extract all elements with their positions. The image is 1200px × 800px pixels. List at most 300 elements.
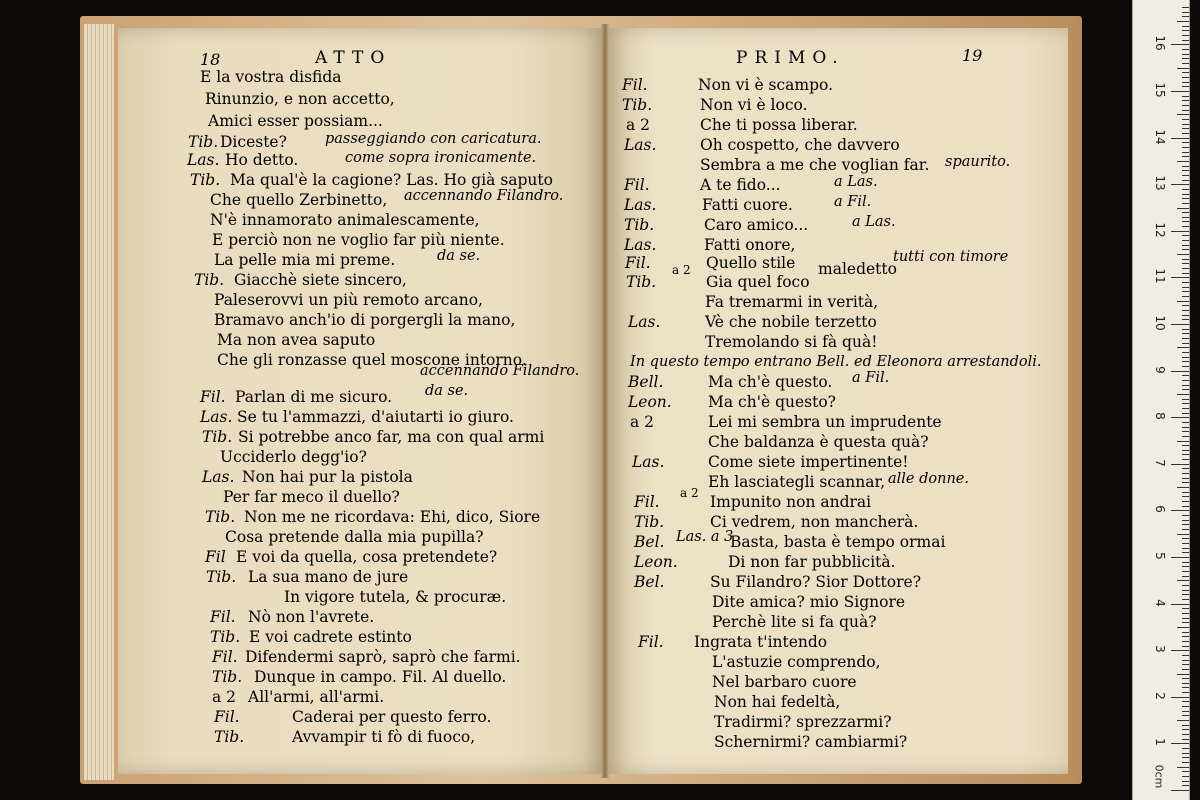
ruler-tick (1182, 496, 1189, 497)
ruler-number: 11 (1153, 268, 1167, 285)
ruler-tick (1182, 450, 1189, 451)
ruler-tick (1182, 660, 1189, 661)
ruler-tick (1182, 16, 1189, 17)
ruler-tick (1182, 110, 1189, 111)
ruler-tick (1171, 44, 1189, 45)
verse-line: Per far meco il duello? (223, 488, 400, 506)
ruler-tick (1182, 436, 1189, 437)
verse-line: Che ti possa liberar. (700, 116, 858, 134)
ruler-tick (1182, 482, 1189, 483)
ruler-number: 13 (1153, 175, 1167, 191)
speaker-label: Las. (624, 136, 657, 154)
speaker-label: Tib. (626, 273, 657, 291)
ruler-tick (1182, 338, 1189, 339)
speaker-label: Tib. (624, 216, 655, 234)
ruler-tick (1182, 399, 1189, 400)
ruler-number: 5 (1153, 552, 1167, 560)
ruler-tick (1182, 739, 1189, 740)
ruler-tick (1182, 729, 1189, 730)
verse-line: Oh cospetto, che davvero (700, 136, 900, 154)
verse-line: Nel barbaro cuore (712, 673, 857, 691)
verse-line: E voi cadrete estinto (249, 628, 412, 646)
stage-direction: accennando Filandro. (404, 188, 564, 204)
ruler-tick (1182, 445, 1189, 446)
verse-line: Quello stile (706, 254, 796, 272)
left-running-header: ATTO (315, 48, 392, 68)
ruler-tick (1182, 492, 1189, 493)
verse-line: E voi da quella, cosa pretendete? (236, 548, 498, 566)
speaker-label: Tib. (205, 508, 236, 526)
ruler-tick (1182, 590, 1189, 591)
verse-line: Fatti onore, (704, 236, 796, 254)
speaker-label: Las. (187, 151, 220, 169)
speaker-label: Fil. (200, 388, 226, 406)
ruler-unit-label: 0cm (1152, 764, 1166, 789)
ruler-tick (1177, 720, 1189, 721)
ruler-tick (1182, 608, 1189, 609)
ruler-tick (1182, 408, 1189, 409)
ruler-tick (1182, 189, 1189, 190)
ruler-tick (1182, 194, 1189, 195)
ruler-tick (1182, 403, 1189, 404)
speaker-label: Fil. (634, 493, 660, 511)
stage-direction: a Fil. (852, 370, 890, 386)
ruler-tick (1182, 711, 1189, 712)
ruler-tick (1182, 524, 1189, 525)
ruler-tick (1182, 655, 1189, 656)
ruler-tick (1177, 627, 1189, 628)
ruler-tick (1182, 664, 1189, 665)
verse-line: Ucciderlo degg'io? (220, 448, 367, 466)
ruler-tick (1177, 674, 1189, 675)
ruler-tick (1182, 259, 1189, 260)
ruler-number: 8 (1153, 412, 1167, 420)
verse-line: Che quello Zerbinetto, (210, 191, 388, 209)
verse-line: Eh lasciategli scannar, (708, 473, 886, 491)
stage-direction: accennando Filandro. (420, 363, 580, 379)
verse-line: La pelle mia mi preme. (214, 251, 396, 269)
speaker-label: Fil. (638, 633, 664, 651)
ruler-number: 14 (1153, 128, 1167, 145)
verse-line: Tremolando si fà quà! (705, 333, 878, 351)
verse-line: Nò non l'avrete. (248, 608, 375, 626)
verse-line: Giacchè siete sincero, (234, 271, 407, 289)
ruler-number: 12 (1153, 222, 1167, 238)
ruler-tick (1182, 361, 1189, 362)
ruler-tick (1182, 287, 1189, 288)
ruler-tick (1182, 529, 1189, 530)
speaker-label: Tib. (210, 628, 241, 646)
speaker-label: Fil. (212, 648, 238, 666)
ruler-tick (1182, 273, 1189, 274)
ruler-tick (1171, 417, 1189, 418)
verse-line: Sembra a me che voglian far. (700, 156, 930, 174)
ruler-tick (1182, 692, 1189, 693)
speaker-label: Fil. (210, 608, 236, 626)
ruler-tick (1182, 785, 1189, 786)
ruler-tick (1182, 156, 1189, 157)
ruler-tick (1182, 632, 1189, 633)
speaker-label: Tib. (188, 133, 219, 151)
verse-line: Non vi è loco. (700, 96, 808, 114)
ruler-tick (1177, 301, 1189, 302)
speaker-label: Fil (205, 548, 226, 566)
ruler-tick (1182, 543, 1189, 544)
verse-line: maledetto (818, 260, 897, 278)
stage-direction: a Fil. (834, 194, 872, 210)
ruler-tick (1182, 7, 1189, 8)
ruler-tick (1182, 221, 1189, 222)
ruler-tick (1182, 128, 1189, 129)
ruler-tick (1182, 468, 1189, 469)
verse-line: Su Filandro? Sior Dottore? (710, 573, 922, 591)
ruler-tick (1182, 459, 1189, 460)
ruler-tick (1171, 510, 1189, 511)
speaker-label: a 2 (626, 116, 651, 134)
verse-line: Difendermi saprò, saprò che farmi. (245, 648, 521, 666)
ruler-tick (1182, 268, 1189, 269)
ruler-tick (1182, 49, 1189, 50)
verse-line: Impunito non andrai (710, 493, 872, 511)
ruler-tick (1182, 748, 1189, 749)
speaker-label: Las. (624, 236, 657, 254)
ruler-tick (1182, 771, 1189, 772)
verse-line: Ma ch'è questo? (708, 393, 836, 411)
speaker-label: Bel. (634, 573, 665, 591)
ruler-tick (1182, 296, 1189, 297)
ruler-tick (1182, 454, 1189, 455)
ruler-tick (1171, 604, 1189, 605)
speaker-label: a 2 (212, 688, 237, 706)
speaker-label: Las. (202, 468, 235, 486)
ruler-tick (1182, 77, 1189, 78)
ruler-tick (1182, 562, 1189, 563)
ruler-tick (1182, 431, 1189, 432)
ruler-tick (1182, 333, 1189, 334)
ruler-tick (1182, 478, 1189, 479)
verse-line: L'astuzie comprendo, (712, 653, 881, 671)
measuring-ruler (1132, 0, 1190, 800)
ruler-tick (1182, 380, 1189, 381)
ruler-tick (1182, 427, 1189, 428)
speaker-label: Las. (632, 453, 665, 471)
verse-line: In vigore tutela, & procuræ. (284, 588, 507, 606)
verse-line: Ma non avea saputo (217, 331, 376, 349)
stage-direction: Las. a 3 (676, 529, 734, 545)
ruler-tick (1182, 96, 1189, 97)
stage-direction: a Las. (834, 174, 878, 190)
verse-line: Dite amica? mio Signore (712, 593, 906, 611)
verse-line: Tradirmi? sprezzarmi? (714, 713, 892, 731)
ruler-tick (1182, 180, 1189, 181)
stage-direction: passeggiando con caricatura. (325, 131, 542, 147)
speaker-label: Fil. (625, 254, 651, 272)
ruler-tick (1182, 422, 1189, 423)
ruler-tick (1182, 166, 1189, 167)
verse-line: Ingrata t'intendo (694, 633, 828, 651)
ruler-tick (1182, 100, 1189, 101)
ruler-tick (1182, 506, 1189, 507)
ruler-tick (1182, 520, 1189, 521)
speaker-label: Las. (200, 408, 233, 426)
ruler-tick (1182, 175, 1189, 176)
ruler-tick (1182, 701, 1189, 702)
ruler-tick (1182, 212, 1189, 213)
ruler-tick (1182, 343, 1189, 344)
verse-line: Caderai per questo ferro. (292, 708, 492, 726)
verse-line: Bramavo anch'io di porgergli la mano, (214, 311, 516, 329)
ruler-tick (1171, 650, 1189, 651)
ruler-tick (1182, 622, 1189, 623)
ruler-tick (1171, 91, 1189, 92)
ruler-tick (1182, 82, 1189, 83)
speaker-label: Bel. (634, 533, 665, 551)
verse-line: Non hai fedeltà, (714, 693, 841, 711)
verse-line: Cosa pretende dalla mia pupilla? (225, 528, 484, 546)
ruler-tick (1171, 371, 1189, 372)
stage-direction: alle donne. (888, 471, 969, 487)
ruler-tick (1182, 63, 1189, 64)
verse-line: Non hai pur la pistola (242, 468, 413, 486)
right-page-number: 19 (962, 46, 983, 65)
ruler-tick (1182, 385, 1189, 386)
verse-line: Gia quel foco (706, 273, 810, 291)
ruler-tick (1182, 552, 1189, 553)
verse-line: Si potrebbe anco far, ma con qual armi (238, 428, 545, 446)
ruler-tick (1182, 226, 1189, 227)
verse-line: E perciò non ne voglio far più niente. (212, 231, 505, 249)
ruler-tick (1171, 697, 1189, 698)
ruler-tick (1182, 124, 1189, 125)
ruler-number: 4 (1153, 598, 1167, 607)
ruler-number: 1 (1153, 738, 1167, 747)
ruler-tick (1182, 105, 1189, 106)
verse-line: Avvampir ti fò di fuoco, (292, 728, 476, 746)
verse-line: Ma qual'è la cagione? Las. Ho già saputo (230, 171, 553, 189)
ruler-tick (1182, 501, 1189, 502)
verse-line: Ci vedrem, non mancherà. (710, 513, 919, 531)
ruler-tick (1182, 133, 1189, 134)
speaker-label: Tib. (212, 668, 243, 686)
ruler-tick (1182, 753, 1189, 754)
ruler-tick (1177, 534, 1189, 535)
ruler-tick (1182, 72, 1189, 73)
verse-line: Come siete impertinente! (708, 453, 909, 471)
ruler-tick (1182, 594, 1189, 595)
ruler-tick (1182, 315, 1189, 316)
ruler-tick (1182, 319, 1189, 320)
ruler-tick (1171, 184, 1189, 185)
ruler-tick (1182, 329, 1189, 330)
ruler-tick (1182, 515, 1189, 516)
ruler-tick (1182, 240, 1189, 241)
ruler-tick (1182, 54, 1189, 55)
ruler-number: 16 (1153, 35, 1167, 52)
ruler-tick (1177, 114, 1189, 115)
speaker-label: Fil. (622, 76, 648, 94)
ruler-tick (1182, 249, 1189, 250)
ruler-tick (1182, 263, 1189, 264)
page-edges (84, 24, 114, 780)
ruler-tick (1171, 743, 1189, 744)
verse-line: a 2 (672, 263, 691, 277)
ruler-tick (1182, 291, 1189, 292)
speaker-label: a 2 (630, 413, 655, 431)
ruler-tick (1182, 203, 1189, 204)
ruler-tick (1182, 706, 1189, 707)
verse-line: Diceste? (220, 133, 287, 151)
ruler-tick (1182, 35, 1189, 36)
verse-line: Lei mi sembra un imprudente (708, 413, 942, 431)
ruler-tick (1182, 40, 1189, 41)
speaker-label: Tib. (622, 96, 653, 114)
ruler-tick (1182, 687, 1189, 688)
ruler-tick (1182, 548, 1189, 549)
ruler-tick (1182, 413, 1189, 414)
verse-line: Caro amico... (704, 216, 809, 234)
ruler-tick (1182, 375, 1189, 376)
speaker-label: Tib. (202, 428, 233, 446)
ruler-tick (1182, 26, 1189, 27)
ruler-tick (1182, 305, 1189, 306)
speaker-label: Leon. (634, 553, 678, 571)
verse-line: Se tu l'ammazzi, d'aiutarti io giuro. (237, 408, 514, 426)
ruler-tick (1171, 790, 1189, 791)
ruler-tick (1182, 566, 1189, 567)
ruler-tick (1182, 613, 1189, 614)
ruler-tick (1177, 580, 1189, 581)
stage-direction: da se. (437, 248, 481, 264)
ruler-tick (1182, 152, 1189, 153)
ruler-number: 2 (1153, 691, 1167, 700)
verse-line: Rinunzio, e non accetto, (205, 90, 395, 108)
right-running-header: PRIMO. (736, 48, 845, 68)
ruler-tick (1182, 389, 1189, 390)
ruler-tick (1182, 725, 1189, 726)
verse-line: Ho detto. (225, 151, 299, 169)
ruler-tick (1177, 487, 1189, 488)
verse-line: La sua mano de jure (248, 568, 409, 586)
ruler-tick (1182, 781, 1189, 782)
ruler-number: 7 (1153, 458, 1167, 467)
verse-line: Fa tremarmi in verità, (705, 293, 879, 311)
verse-line: Vè che nobile terzetto (705, 313, 877, 331)
ruler-tick (1182, 217, 1189, 218)
verse-line: Di non far pubblicità. (728, 553, 896, 571)
ruler-tick (1182, 245, 1189, 246)
book-gutter (601, 24, 609, 778)
ruler-tick (1182, 119, 1189, 120)
ruler-number: 15 (1153, 82, 1167, 98)
verse-line: N'è innamorato animalescamente, (210, 211, 480, 229)
verse-line: Parlan di me sicuro. (235, 388, 393, 406)
verse-line: Non me ne ricordava: Ehi, dico, Siore (244, 508, 541, 526)
ruler-tick (1177, 208, 1189, 209)
ruler-tick (1182, 86, 1189, 87)
verse-line: All'armi, all'armi. (248, 688, 385, 706)
ruler-tick (1182, 310, 1189, 311)
ruler-tick (1177, 68, 1189, 69)
ruler-tick (1171, 557, 1189, 558)
verse-line: Paleserovvi un più remoto arcano, (214, 291, 483, 309)
ruler-tick (1182, 235, 1189, 236)
ruler-number: 6 (1153, 505, 1167, 514)
ruler-tick (1171, 277, 1189, 278)
ruler-tick (1182, 473, 1189, 474)
ruler-tick (1182, 170, 1189, 171)
ruler-tick (1182, 30, 1189, 31)
ruler-tick (1171, 324, 1189, 325)
ruler-tick (1182, 571, 1189, 572)
speaker-label: Bell. (628, 373, 664, 391)
ruler-tick (1171, 138, 1189, 139)
verse-line: a 2 (680, 486, 699, 500)
stage-direction: spaurito. (945, 154, 1011, 170)
stage-direction: come sopra ironicamente. (345, 150, 537, 166)
ruler-tick (1182, 585, 1189, 586)
ruler-tick (1182, 352, 1189, 353)
verse-line: Che gli ronzasse quel moscone intorno. (217, 351, 527, 369)
left-page-number: 18 (200, 50, 221, 69)
verse-line: Fatti cuore. (702, 196, 793, 214)
ruler-tick (1182, 282, 1189, 283)
ruler-number: 10 (1153, 315, 1167, 331)
ruler-tick (1177, 161, 1189, 162)
verse-line: Dunque in campo. Fil. Al duello. (254, 668, 507, 686)
ruler-tick (1182, 198, 1189, 199)
ruler-tick (1182, 762, 1189, 763)
ruler-tick (1182, 366, 1189, 367)
verse-line: Amici esser possiam... (208, 112, 383, 130)
ruler-tick (1182, 357, 1189, 358)
ruler-tick (1177, 254, 1189, 255)
ruler-tick (1177, 347, 1189, 348)
verse-line: Perchè lite si fa quà? (712, 613, 877, 631)
ruler-tick (1177, 21, 1189, 22)
speaker-label: Tib. (206, 568, 237, 586)
ruler-tick (1182, 538, 1189, 539)
ruler-tick (1182, 757, 1189, 758)
ruler-tick (1182, 12, 1189, 13)
stage-direction: In questo tempo entrano Bell. ed Eleonora arrestandoli. (630, 354, 1042, 370)
speaker-label: Tib. (214, 728, 245, 746)
verse-line: E la vostra disfida (200, 68, 342, 86)
ruler-tick (1182, 576, 1189, 577)
ruler-tick (1171, 231, 1189, 232)
ruler-tick (1182, 678, 1189, 679)
verse-line: Ma ch'è questo. (708, 373, 833, 391)
ruler-number: 3 (1153, 645, 1167, 653)
ruler-tick (1182, 734, 1189, 735)
ruler-tick (1177, 441, 1189, 442)
ruler-tick (1182, 636, 1189, 637)
verse-line: A te fido... (700, 176, 781, 194)
speaker-label: Leon. (628, 393, 672, 411)
ruler-tick (1182, 669, 1189, 670)
speaker-label: Tib. (634, 513, 665, 531)
ruler-tick (1182, 776, 1189, 777)
ruler-tick (1177, 767, 1189, 768)
ruler-tick (1177, 394, 1189, 395)
ruler-tick (1182, 599, 1189, 600)
verse-line: Schernirmi? cambiarmi? (714, 733, 908, 751)
stage-direction: a Las. (852, 214, 896, 230)
ruler-tick (1182, 715, 1189, 716)
verse-line: Non vi è scampo. (698, 76, 834, 94)
ruler-number: 9 (1153, 365, 1167, 374)
ruler-tick (1182, 142, 1189, 143)
ruler-tick (1171, 464, 1189, 465)
